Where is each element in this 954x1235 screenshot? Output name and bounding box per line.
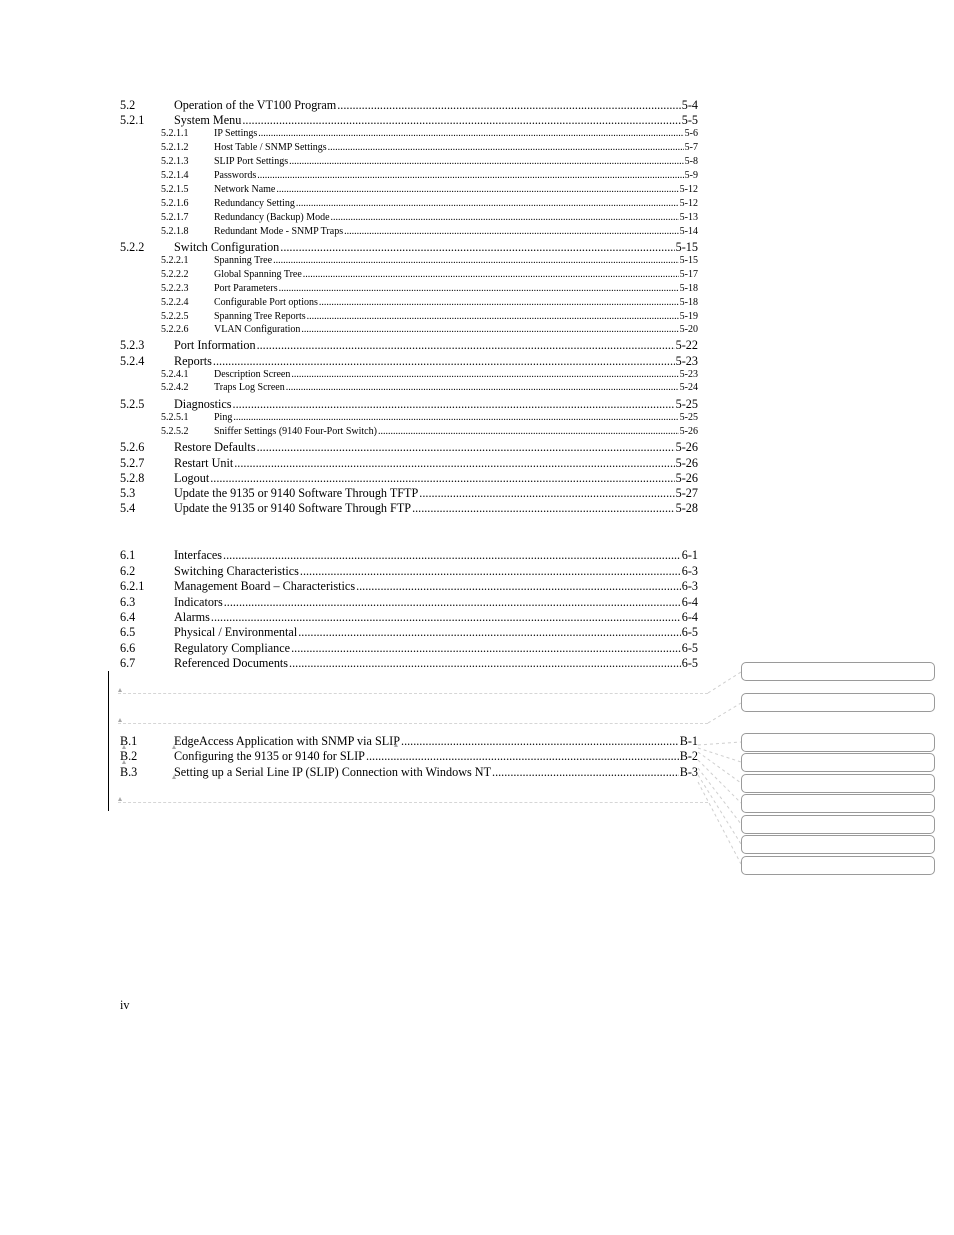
connector-line (698, 748, 741, 762)
toc-entry-page: 5-26 (675, 456, 698, 470)
connector-line (698, 752, 741, 783)
toc-entry-number: B.3 (120, 765, 138, 779)
toc-entry-number: 5.2.4 (120, 354, 145, 368)
toc-entry-page: 5-7 (684, 142, 698, 153)
toc-entry-title: Spanning Tree (214, 255, 273, 266)
toc-entry-number: 5.4 (120, 501, 136, 515)
toc-entry-page: 5-28 (675, 501, 698, 515)
toc-entry-number: 5.2.1.7 (161, 212, 189, 223)
toc-entry-title: Switching Characteristics (174, 564, 299, 578)
toc-entry-page: 5-22 (675, 338, 698, 352)
toc-entry-number: 6.6 (120, 641, 136, 655)
toc-entry-page: 5-27 (675, 486, 698, 500)
toc-entry-page: 5-17 (679, 269, 698, 280)
toc-entry-page: B-1 (679, 734, 698, 748)
comment-balloon[interactable] (741, 835, 935, 854)
connector-line (698, 775, 741, 844)
toc-entry-number: 5.2.1.6 (161, 198, 189, 209)
toc-entry-number: 6.3 (120, 595, 136, 609)
toc-entry-number: 5.3 (120, 486, 136, 500)
toc-entry-page: 6-1 (681, 548, 698, 562)
toc-entry-page: 5-8 (684, 156, 698, 167)
toc-entry-page: 5-9 (684, 170, 698, 181)
toc-entry-number: B.1 (120, 734, 138, 748)
toc-entry-page: 5-25 (675, 397, 698, 411)
toc-entry-title: Redundant Mode - SNMP Traps (214, 226, 344, 237)
toc-entry-number: 5.2.5 (120, 397, 145, 411)
toc-entry-page: 5-12 (679, 198, 698, 209)
comment-balloon[interactable] (741, 774, 935, 793)
toc-entry-title: Regulatory Compliance (174, 641, 291, 655)
comment-balloon[interactable] (741, 794, 935, 813)
toc-entry-page: 5-13 (679, 212, 698, 223)
toc-entry-number: 5.2.4.2 (161, 382, 189, 393)
toc-entry-title: Configurable Port options (214, 297, 318, 308)
toc-entry-page: 5-20 (679, 324, 698, 335)
toc-entry-number: 5.2.2 (120, 240, 145, 254)
toc-entry-page: 6-3 (681, 579, 698, 593)
toc-entry-page: 5-23 (675, 354, 698, 368)
toc-entry-page: 5-6 (684, 128, 698, 139)
toc-entry-title: Ping (214, 412, 233, 423)
toc-entry-number: 5.2.5.2 (161, 426, 189, 437)
toc-entry-page: 5-15 (675, 240, 698, 254)
toc-entry-title: Update the 9135 or 9140 Software Through TFTP (174, 486, 419, 500)
toc-entry-page: 6-5 (681, 641, 698, 655)
comment-balloon[interactable] (741, 815, 935, 834)
comment-balloon[interactable] (741, 753, 935, 772)
toc-entry-title: Port Parameters (214, 283, 278, 294)
connector-line (698, 768, 741, 824)
toc-entry-page: 5-18 (679, 283, 698, 294)
toc-entry-title: Port Information (174, 338, 256, 352)
toc-entry-page: 5-5 (681, 113, 698, 127)
toc-entry-page: B-3 (679, 765, 698, 779)
toc-entry-title: Global Spanning Tree (214, 269, 302, 280)
connector-line (708, 703, 741, 723)
toc-entry-number: 5.2.1.4 (161, 170, 189, 181)
toc-entry-page: 6-4 (681, 610, 698, 624)
toc-entry-title: System Menu (174, 113, 242, 127)
toc-entry-page: 5-18 (679, 297, 698, 308)
toc-entry-title: Host Table / SNMP Settings (214, 142, 327, 153)
toc-entry-page: 5-12 (679, 184, 698, 195)
comment-balloon[interactable] (741, 733, 935, 752)
toc-entry-page: 6-4 (681, 595, 698, 609)
toc-entry-number: 5.2.2.6 (161, 324, 189, 335)
toc-entry-number: 6.7 (120, 656, 136, 670)
toc-entry-number: 5.2.1.2 (161, 142, 189, 153)
toc-entry-number: 5.2.4.1 (161, 369, 189, 380)
toc-entry-number: 5.2.3 (120, 338, 145, 352)
comment-balloon[interactable] (741, 693, 935, 712)
toc-entry-title: Spanning Tree Reports (214, 311, 306, 322)
toc-entry-title: Restart Unit (174, 456, 234, 470)
toc-entry-page: 5-15 (679, 255, 698, 266)
toc-entry-title: Diagnostics (174, 397, 232, 411)
toc-entry-page: B-2 (679, 749, 698, 763)
toc-entry-title: Referenced Documents (174, 656, 289, 670)
toc-entry-title: Logout (174, 471, 210, 485)
toc-entry-number: 5.2.8 (120, 471, 145, 485)
connector-line (708, 672, 741, 693)
toc-entry-title: Management Board – Characteristics (174, 579, 356, 593)
toc-entry-number: B.2 (120, 749, 138, 763)
toc-entry-number: 5.2.7 (120, 456, 145, 470)
toc-entry-title: Indicators (174, 595, 223, 609)
toc-entry-title: Redundancy Setting (214, 198, 295, 209)
toc-entry-title: Interfaces (174, 548, 223, 562)
toc-entry-page: 5-26 (675, 440, 698, 454)
toc-entry-title: Description Screen (214, 369, 291, 380)
toc-entry-page: 5-25 (679, 412, 698, 423)
toc-entry-page: 5-19 (679, 311, 698, 322)
toc-entry-page: 6-5 (681, 656, 698, 670)
toc-entry-number: 5.2.1 (120, 113, 145, 127)
toc-entry-page: 6-3 (681, 564, 698, 578)
toc-entry-number: 5.2.2.2 (161, 269, 189, 280)
connector-line (698, 760, 741, 803)
toc-entry-page: 5-24 (679, 382, 698, 393)
toc-entry-title: IP Settings (214, 128, 258, 139)
toc-entry-title: VLAN Configuration (214, 324, 301, 335)
toc-entry-title: Switch Configuration (174, 240, 280, 254)
toc-entry-title: Setting up a Serial Line IP (SLIP) Connection with Windows NT (174, 765, 492, 779)
toc-entry-number: 5.2.1.1 (161, 128, 189, 139)
toc-entry-number: 5.2.1.8 (161, 226, 189, 237)
toc-entry-page: 5-14 (679, 226, 698, 237)
toc-entry-title: Passwords (214, 170, 257, 181)
toc-entry-number: 5.2 (120, 98, 136, 112)
toc-entry-title: Physical / Environmental (174, 625, 298, 639)
connector-line (698, 742, 741, 745)
toc-entry-number: 5.2.1.5 (161, 184, 189, 195)
toc-entry-page: 5-4 (681, 98, 698, 112)
comment-balloon[interactable] (741, 662, 935, 681)
toc-entry-number: 6.1 (120, 548, 136, 562)
comment-balloon[interactable] (741, 856, 935, 875)
toc-entry-title: Configuring the 9135 or 9140 for SLIP (174, 749, 365, 763)
toc-entry-number: 5.2.1.3 (161, 156, 189, 167)
toc-entry-title: Update the 9135 or 9140 Software Through FTP (174, 501, 412, 515)
toc-entry-number: 5.2.5.1 (161, 412, 189, 423)
toc-entry-title: Reports (174, 354, 212, 368)
toc-entry-title: Alarms (174, 610, 210, 624)
toc-entry-title: Sniffer Settings (9140 Four-Port Switch) (214, 426, 377, 437)
toc-entry-number: 6.5 (120, 625, 136, 639)
toc-entry-number: 5.2.2.1 (161, 255, 189, 266)
toc-entry-page: 5-26 (679, 426, 698, 437)
toc-entry-number: 5.2.2.5 (161, 311, 189, 322)
connector-line (698, 782, 741, 864)
toc-entry-title: Network Name (214, 184, 276, 195)
toc-entry-page: 6-5 (681, 625, 698, 639)
toc-entry-page: 5-23 (679, 369, 698, 380)
toc-entry-number: 5.2.2.3 (161, 283, 189, 294)
page-number-footer: iv (120, 998, 130, 1012)
toc-entry-number: 5.2.2.4 (161, 297, 189, 308)
toc-entry-number: 5.2.6 (120, 440, 145, 454)
toc-entry-page: 5-26 (675, 471, 698, 485)
toc-entry-title: Redundancy (Backup) Mode (214, 212, 330, 223)
toc-entry-number: 6.4 (120, 610, 136, 624)
toc-entry-number: 6.2.1 (120, 579, 145, 593)
toc-entry-number: 6.2 (120, 564, 136, 578)
toc-entry-title: EdgeAccess Application with SNMP via SLIP (174, 734, 401, 748)
toc-entry-title: SLIP Port Settings (214, 156, 289, 167)
toc-entry-title: Restore Defaults (174, 440, 256, 454)
toc-entry-title: Operation of the VT100 Program (174, 98, 337, 112)
toc-entry-title: Traps Log Screen (214, 382, 285, 393)
